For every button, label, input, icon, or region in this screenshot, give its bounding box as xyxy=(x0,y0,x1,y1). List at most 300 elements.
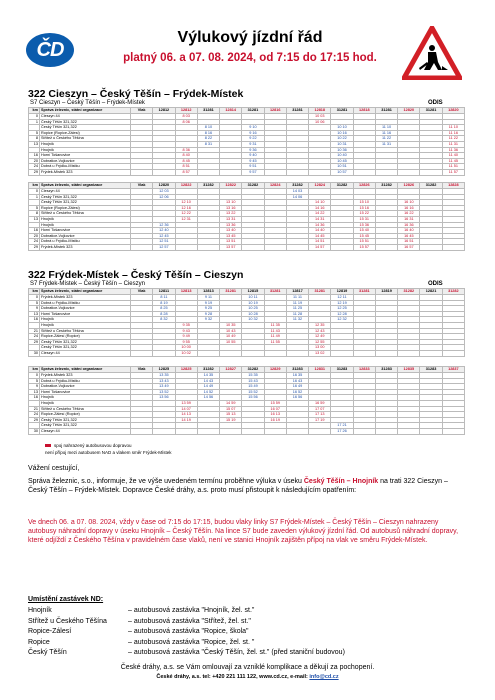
time-cell: 12812 xyxy=(153,108,175,114)
time-cell: 5 xyxy=(29,130,40,136)
time-cell: 29 xyxy=(29,244,40,250)
time-cell: 12 32 xyxy=(331,317,353,323)
time-cell xyxy=(398,428,420,434)
stop-name: Český Těšín xyxy=(28,649,67,656)
time-cell: 15 10 xyxy=(353,200,375,206)
time-cell: 12835 xyxy=(398,367,420,373)
stop-row xyxy=(28,628,249,635)
station-cell: Střítež u Českého Těšína xyxy=(40,406,131,412)
time-cell: 16 10 xyxy=(398,200,420,206)
stop-desc: – autobusová zastávka "Hnojník, žel. st." xyxy=(128,607,255,614)
time-cell: 16 59 xyxy=(309,400,331,406)
greeting: Vážení cestující, xyxy=(28,465,80,472)
time-cell: 0 xyxy=(29,295,40,301)
time-cell: 31281 xyxy=(309,289,331,295)
time-cell: 14 57 xyxy=(309,244,331,250)
time-cell: 16 07 xyxy=(264,406,286,412)
time-cell: 12818 xyxy=(309,108,331,114)
time-cell: 11 31 xyxy=(375,141,397,147)
time-cell: 11 22 xyxy=(442,136,464,142)
time-cell xyxy=(286,428,308,434)
time-cell: 12 51 xyxy=(153,239,175,245)
time-cell xyxy=(264,169,286,175)
time-cell: 12 28 xyxy=(331,311,353,317)
time-cell: 31281 xyxy=(197,108,219,114)
time-cell: 12819 xyxy=(331,289,353,295)
time-cell: 31283 xyxy=(420,367,442,373)
time-cell: 0 xyxy=(29,189,40,195)
time-cell: 13 45 xyxy=(220,233,242,239)
time-cell: 15 13 xyxy=(220,412,242,418)
station-cell: Dobrá u Frýdku-Místku xyxy=(40,300,131,306)
time-cell: 9 22 xyxy=(242,136,264,142)
time-cell xyxy=(153,350,175,356)
time-cell xyxy=(220,169,242,175)
time-cell: 8 06 xyxy=(175,119,197,125)
time-cell: 13 52 xyxy=(153,389,175,395)
station-cell: Střítež u Českého Těšína xyxy=(40,136,131,142)
time-cell: 15 07 xyxy=(220,406,242,412)
time-cell: 13 22 xyxy=(220,211,242,217)
time-cell: 29 xyxy=(29,339,40,345)
stop-desc: – autobusová zastávka "Ropice, žel. st. " xyxy=(128,638,255,646)
time-cell: 16 56 xyxy=(286,395,308,401)
time-cell: 16 49 xyxy=(286,384,308,390)
time-cell: 10 25 xyxy=(242,306,264,312)
time-cell: 14 22 xyxy=(309,211,331,217)
time-cell: 9 28 xyxy=(197,311,219,317)
time-cell: 9 49 xyxy=(175,334,197,340)
time-cell: 31282 xyxy=(242,183,264,189)
station-cell: Dobrá u Frýdku-Místku xyxy=(40,164,131,170)
time-cell: 8 16 xyxy=(197,130,219,136)
time-cell: 15 22 xyxy=(353,211,375,217)
time-cell: 10 57 xyxy=(331,169,353,175)
time-cell: 30 xyxy=(29,350,40,356)
time-cell: 16 52 xyxy=(286,389,308,395)
time-cell: 11 49 xyxy=(264,334,286,340)
time-cell: 21 xyxy=(29,406,40,412)
time-cell xyxy=(331,244,353,250)
time-cell: 31281 xyxy=(286,108,308,114)
time-cell: 13 49 xyxy=(153,384,175,390)
time-cell: 11 35 xyxy=(264,322,286,328)
time-cell: 16 22 xyxy=(398,211,420,217)
time-cell: 31281 xyxy=(420,108,442,114)
time-cell: 10 16 xyxy=(331,130,353,136)
time-cell: 9 19 xyxy=(197,300,219,306)
time-cell: 12825 xyxy=(175,367,197,373)
time-cell: 8 11 xyxy=(153,295,175,301)
time-cell: 13 xyxy=(29,216,40,222)
time-cell xyxy=(375,169,397,175)
time-cell: 10 00 xyxy=(175,345,197,351)
station-cell: Ropice (Ropice-Zálesí) xyxy=(40,205,131,211)
time-cell: 12831 xyxy=(309,367,331,373)
station-cell: Správa železnic, státní organizace xyxy=(40,289,131,295)
p1-highlight: Český Těšín – Hnojník xyxy=(303,478,379,485)
p1-a: Správa železnic, s.o., informuje, že ve výše uvedeném termínu proběhne výluka v úseku xyxy=(28,478,304,485)
time-cell: 31282 xyxy=(286,183,308,189)
time-cell: 15 59 xyxy=(264,400,286,406)
time-cell: 12820 xyxy=(398,108,420,114)
time-cell: 11 25 xyxy=(286,306,308,312)
timetable-2b xyxy=(28,366,465,435)
time-cell: 12 10 xyxy=(175,200,197,206)
time-cell xyxy=(286,169,308,175)
station-cell: Hnojník xyxy=(40,395,131,401)
time-cell: 10 51 xyxy=(331,164,353,170)
time-cell: 13 16 xyxy=(220,205,242,211)
time-cell: 12822 xyxy=(175,183,197,189)
time-cell: 13 36 xyxy=(220,222,242,228)
time-cell: 24 xyxy=(29,239,40,245)
time-cell: 10 45 xyxy=(331,158,353,164)
station-cell: Správa železnic, státní organizace xyxy=(40,108,131,114)
roadworks-sign-icon xyxy=(402,26,462,80)
time-cell: km xyxy=(29,108,40,114)
time-cell xyxy=(264,428,286,434)
station-cell: Horní Tošanovice xyxy=(40,389,131,395)
time-cell: 15 45 xyxy=(353,233,375,239)
station-cell: Ropice (Ropice-Zálesí) xyxy=(40,130,131,136)
stop-row xyxy=(28,649,345,656)
time-cell: 17 07 xyxy=(309,406,331,412)
time-cell: 11 10 xyxy=(375,125,397,131)
time-cell: 10 31 xyxy=(331,141,353,147)
time-cell: 11 32 xyxy=(286,317,308,323)
time-cell: 13 35 xyxy=(153,373,175,379)
time-cell: 17 21 xyxy=(331,423,353,429)
stop-name: Ropice xyxy=(28,638,50,646)
time-cell xyxy=(375,244,397,250)
station-cell: Frýdek-Místek 323 xyxy=(40,295,131,301)
station-cell: Hnojník xyxy=(40,147,131,153)
time-cell xyxy=(331,350,353,356)
time-cell: 11 16 xyxy=(375,130,397,136)
time-cell: 16 40 xyxy=(398,228,420,234)
time-cell: 1 xyxy=(29,194,40,200)
time-cell xyxy=(220,350,242,356)
time-cell xyxy=(398,169,420,175)
time-cell: 15 56 xyxy=(242,395,264,401)
station-cell: Český Těšín 321,322 xyxy=(40,423,131,429)
station-cell: Cieszyn 44 xyxy=(40,428,131,434)
time-cell: 11 28 xyxy=(286,311,308,317)
time-cell: 16 13 xyxy=(264,412,286,418)
time-cell: 5 xyxy=(29,205,40,211)
station-cell: Hnojník xyxy=(40,317,131,323)
time-cell: 14 49 xyxy=(197,384,219,390)
legend-text-1: spoj nahrazený autobusovou dopravou xyxy=(54,443,132,448)
time-cell: 8 xyxy=(29,136,40,142)
station-cell: Horní Tošanovice xyxy=(40,311,131,317)
time-cell: 9 16 xyxy=(242,130,264,136)
time-cell: 8 45 xyxy=(175,158,197,164)
section2-subtitle: S7 Frýdek-Místek – Český Těšín – Cieszyn xyxy=(30,281,145,287)
time-cell: 8 28 xyxy=(153,311,175,317)
time-cell: 12827 xyxy=(220,367,242,373)
time-cell: 10 55 xyxy=(220,339,242,345)
time-cell: 31282 xyxy=(442,289,464,295)
time-cell: 13 43 xyxy=(153,378,175,384)
legend-item-1 xyxy=(45,443,132,448)
time-cell: 14 35 xyxy=(197,373,219,379)
time-cell xyxy=(420,350,442,356)
time-cell: 13 40 xyxy=(220,228,242,234)
time-cell: 15 35 xyxy=(242,373,264,379)
time-cell: 12 57 xyxy=(153,244,175,250)
time-cell: 10 43 xyxy=(220,328,242,334)
time-cell: 24 xyxy=(29,334,40,340)
time-cell: 11 10 xyxy=(442,125,464,131)
time-cell: 12822 xyxy=(220,183,242,189)
time-cell: 21 xyxy=(29,328,40,334)
stop-row xyxy=(28,639,254,646)
station-cell: Hnojník xyxy=(40,222,131,228)
time-cell: 14 31 xyxy=(309,216,331,222)
time-cell: 14 59 xyxy=(220,400,242,406)
time-cell: 8 40 xyxy=(175,153,197,159)
time-cell: 9 40 xyxy=(242,153,264,159)
time-cell: 13 31 xyxy=(220,216,242,222)
time-cell xyxy=(375,428,397,434)
paragraph-2: Ve dnech 06. a 07. 08. 2024, vždy v čase od 7:15 do 17:15, budou vlaky linky S7 Frýdek-Místek – Český Těšín – Cieszyn nahrazeny autobusy náhradní dopravy v úseku Hnojník – Český Těšín. Na lince S7 bude zaveden výlukový jízdní řád. Od autobusů náhradní dopravy, které odjíždí z Českého Těšína v pravidelném čase vlaků, není ve stanici Hnojník zajištěn přípoj na vlak ve směru Frýdek-Místek. xyxy=(28,519,459,545)
time-cell: 12833 xyxy=(353,367,375,373)
time-cell: 12818 xyxy=(353,108,375,114)
time-cell xyxy=(197,428,219,434)
time-cell: 11 43 xyxy=(264,328,286,334)
time-cell: 12816 xyxy=(264,108,286,114)
time-cell: 16 36 xyxy=(398,222,420,228)
timetable-2a xyxy=(28,288,465,357)
time-cell: 0 xyxy=(29,373,40,379)
table-row xyxy=(29,244,465,250)
time-cell: 31281 xyxy=(331,108,353,114)
station-cell: Frýdek-Místek 323 xyxy=(40,244,131,250)
time-cell: 12821 xyxy=(420,289,442,295)
time-cell: 12813 xyxy=(175,289,197,295)
time-cell: 30 xyxy=(29,428,40,434)
time-cell: 8 32 xyxy=(153,317,175,323)
time-cell: 16 xyxy=(29,228,40,234)
time-cell: 12 06 xyxy=(153,194,175,200)
time-cell xyxy=(353,169,375,175)
time-cell: 12813 xyxy=(197,289,219,295)
time-cell: 8 31 xyxy=(197,141,219,147)
time-cell: 11 55 xyxy=(264,339,286,345)
time-cell: 11 36 xyxy=(442,147,464,153)
time-cell: 31282 xyxy=(197,367,219,373)
footer-apology: České dráhy, a.s. se Vám omlouvají za vzniklé komplikace a děkují za pochopení. xyxy=(120,664,375,671)
stop-desc: – autobusová zastávka "Český Těšín, žel. st." (před staniční budovou) xyxy=(128,649,345,656)
time-cell: 12828 xyxy=(442,183,464,189)
time-cell: 17 19 xyxy=(309,417,331,423)
time-cell: 16 31 xyxy=(398,216,420,222)
time-cell: 14 45 xyxy=(309,233,331,239)
time-cell: 12 43 xyxy=(309,328,331,334)
stop-name: Ropice-Zálesí xyxy=(28,628,72,635)
time-cell: 12 45 xyxy=(153,233,175,239)
time-cell: 9 32 xyxy=(197,317,219,323)
time-cell: 9 xyxy=(29,384,40,390)
time-cell: 14 06 xyxy=(286,194,308,200)
time-cell xyxy=(309,428,331,434)
time-cell: 10 35 xyxy=(220,322,242,328)
time-cell: 9 31 xyxy=(242,141,264,147)
time-cell xyxy=(242,350,264,356)
time-cell xyxy=(264,350,286,356)
time-cell: 16 51 xyxy=(398,239,420,245)
time-cell xyxy=(420,428,442,434)
time-cell: 14 07 xyxy=(175,406,197,412)
time-cell: 13 00 xyxy=(309,345,331,351)
station-cell: Dobrá u Frýdku-Místku xyxy=(40,378,131,384)
time-cell: 14 43 xyxy=(197,378,219,384)
time-cell: 9 51 xyxy=(242,164,264,170)
time-cell: 31281 xyxy=(375,108,397,114)
time-cell xyxy=(131,350,153,356)
time-cell: 12819 xyxy=(375,289,397,295)
time-cell xyxy=(442,350,464,356)
time-cell: 14 52 xyxy=(197,389,219,395)
time-cell: 8 25 xyxy=(153,306,175,312)
time-cell: km xyxy=(29,367,40,373)
stops-heading: Umístění zastávek ND: xyxy=(28,596,104,603)
time-cell: 10 28 xyxy=(242,311,264,317)
time-cell: 9 43 xyxy=(175,328,197,334)
time-cell: 12 22 xyxy=(175,211,197,217)
legend-text-2: není přípoj mezi autobusem NAD a vlakem směr Frýdek-Místek xyxy=(45,450,172,455)
time-cell: 11 31 xyxy=(442,141,464,147)
time-cell: 29 xyxy=(29,417,40,423)
time-cell: 10 06 xyxy=(309,119,331,125)
time-cell: 9 36 xyxy=(242,147,264,153)
time-cell: 15 49 xyxy=(242,384,264,390)
time-cell: Vlak xyxy=(131,289,153,295)
station-cell: Cieszyn 44 xyxy=(40,114,131,120)
time-cell xyxy=(264,244,286,250)
station-cell: Dobratice-Vojkovice xyxy=(40,158,131,164)
time-cell: 31282 xyxy=(242,367,264,373)
time-cell: 31281 xyxy=(353,289,375,295)
station-cell: Český Těšín 321,322 xyxy=(40,200,131,206)
time-cell: 11 57 xyxy=(442,169,464,175)
section1-subtitle: S7 Cieszyn – Český Těšín – Frýdek-Místek xyxy=(30,100,145,106)
time-cell: 10 40 xyxy=(331,153,353,159)
time-cell: 15 57 xyxy=(353,244,375,250)
time-cell: 14 19 xyxy=(175,417,197,423)
time-cell xyxy=(153,169,175,175)
time-cell: 12837 xyxy=(442,367,464,373)
station-cell: Český Těšín 321,322 xyxy=(40,125,131,131)
station-cell: Horní Tošanovice xyxy=(40,153,131,159)
time-cell xyxy=(220,428,242,434)
time-cell: 16 xyxy=(29,317,40,323)
time-cell: 12 40 xyxy=(153,228,175,234)
time-cell: 12820 xyxy=(153,183,175,189)
time-cell: 14 13 xyxy=(175,412,197,418)
time-cell: 11 45 xyxy=(442,158,464,164)
stop-row xyxy=(28,618,251,625)
station-cell: Horní Tošanovice xyxy=(40,228,131,234)
station-cell: Hnojník xyxy=(40,216,131,222)
time-cell: 16 19 xyxy=(264,417,286,423)
time-cell: 31282 xyxy=(420,183,442,189)
time-cell: 9 45 xyxy=(242,158,264,164)
time-cell xyxy=(353,350,375,356)
time-cell: 9 10 xyxy=(242,125,264,131)
time-cell: 20 xyxy=(29,158,40,164)
time-cell xyxy=(375,350,397,356)
legend-item-2 xyxy=(45,450,172,455)
time-cell: 24 xyxy=(29,412,40,418)
time-cell: 29 xyxy=(29,169,40,175)
time-cell: 9 35 xyxy=(175,322,197,328)
time-cell: 13 xyxy=(29,141,40,147)
time-cell: 11 22 xyxy=(375,136,397,142)
time-cell: 10 11 xyxy=(242,295,264,301)
time-cell: 1 xyxy=(29,119,40,125)
time-cell: 10 19 xyxy=(242,300,264,306)
station-cell: Dobratice-Vojkovice xyxy=(40,384,131,390)
station-cell: Český Těšín 321,322 xyxy=(40,345,131,351)
station-cell: Správa železnic, státní organizace xyxy=(40,367,131,373)
time-cell: 10 02 xyxy=(175,350,197,356)
time-cell: 14 36 xyxy=(309,222,331,228)
time-cell: 16 xyxy=(29,153,40,159)
time-cell: 14 16 xyxy=(309,205,331,211)
time-cell: 31283 xyxy=(375,367,397,373)
time-cell: 9 57 xyxy=(242,169,264,175)
time-cell: Vlak xyxy=(131,183,153,189)
time-cell: 9 xyxy=(29,306,40,312)
time-cell xyxy=(309,169,331,175)
time-cell: 9 55 xyxy=(175,339,197,345)
time-cell: 12 55 xyxy=(309,339,331,345)
time-cell: 10 32 xyxy=(242,317,264,323)
station-cell: Cieszyn 44 xyxy=(40,189,131,195)
time-cell: 14 40 xyxy=(309,228,331,234)
timetable-1a xyxy=(28,107,465,176)
station-cell: Frýdek-Místek 323 xyxy=(40,373,131,379)
time-cell: 9 11 xyxy=(197,295,219,301)
time-cell: 13 57 xyxy=(220,244,242,250)
time-cell: 12814 xyxy=(220,108,242,114)
time-cell: 5 xyxy=(29,378,40,384)
time-cell: 16 45 xyxy=(398,233,420,239)
time-cell: 12 36 xyxy=(153,222,175,228)
time-cell: Vlak xyxy=(131,108,153,114)
station-cell: Dobratice-Vojkovice xyxy=(40,233,131,239)
time-cell xyxy=(131,428,153,434)
time-cell: 31282 xyxy=(375,183,397,189)
station-cell: Český Těšín 321,322 xyxy=(40,119,131,125)
footer-contact xyxy=(0,674,495,680)
time-cell: 10 10 xyxy=(331,125,353,131)
email-link[interactable]: info@cd.cz xyxy=(309,674,339,680)
section1-title: 322 Cieszyn – Český Těšín – Frýdek-Místek xyxy=(28,88,244,100)
time-cell: 10 36 xyxy=(331,147,353,153)
time-cell: 12 03 xyxy=(153,189,175,195)
time-cell: 13 02 xyxy=(309,350,331,356)
station-cell: Hnojník xyxy=(40,400,131,406)
time-cell: 16 57 xyxy=(398,244,420,250)
time-cell xyxy=(420,244,442,250)
time-cell xyxy=(197,169,219,175)
time-cell: 15 19 xyxy=(220,417,242,423)
time-cell: 15 43 xyxy=(242,378,264,384)
